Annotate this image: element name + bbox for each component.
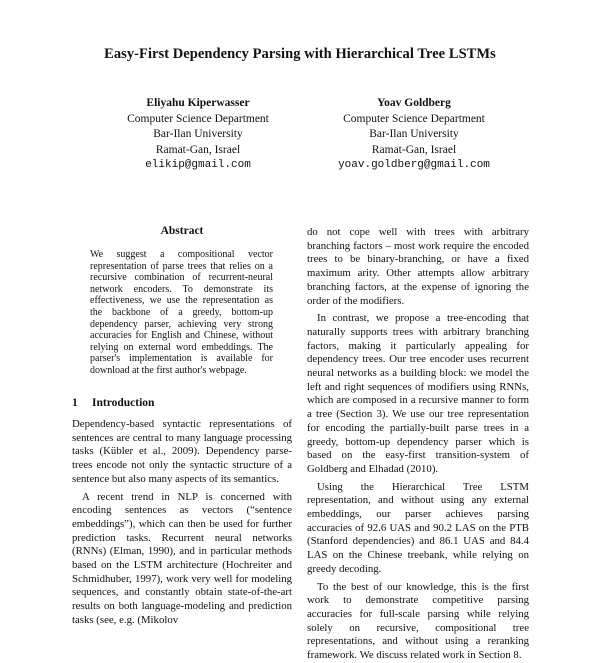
section-number: 1 — [72, 397, 78, 409]
author-department: Computer Science Department — [127, 112, 269, 125]
author-department: Computer Science Department — [343, 112, 485, 125]
author-name: Yoav Goldberg — [377, 97, 451, 109]
paragraph: do not cope well with trees with arbitrary branching factors – most work require the encoded trees to be binary-branching, or have a fixed maximum arity. Other attempts allow arbitrary branching factors, at the expense of ignoring the order of the modifiers. — [307, 226, 529, 307]
author-university: Bar-Ilan University — [369, 128, 459, 140]
paragraph: In contrast, we propose a tree-encoding that naturally supports trees with arbitrary branching factors, making it particularly appealing for dependency trees. Our tree encoder uses recurrent neural networks as a building block: we model the left and right sequences of modifiers using RNNs, which are composed in a recursive manner to form a tree (Section 3). We use our tree representation for encoding the partially-built parse trees in a greedy, bottom-up dependency parser which is based on the easy-first transition-system of Goldberg and Elhadad (2010). — [307, 312, 529, 475]
paragraph: Dependency-based syntactic representations of sentences are central to many language processing tasks (Kübler et al., 2009). Dependency parse-trees encode not only the syntactic structure of a sentence but also many aspects of its semantics. — [72, 418, 292, 485]
abstract-heading: Abstract — [160, 225, 204, 237]
author-block-2 — [294, 96, 534, 174]
abstract-text: We suggest a compositional vector representation of parse trees that relies on a recursive combination of recurrent-neural network encoders. To demonstrate its effectiveness, we use the representation as the backbone of a greedy, bottom-up dependency parser, achieving very strong accuracies for English and Chinese, without relying on external word embeddings. The parser's implementation is available for download at the first author's webpage. — [90, 249, 273, 376]
paragraph: A recent trend in NLP is concerned with encoding sentences as vectors (“sentence embeddings”), which can then be used for further prediction tasks. Recurrent neural networks (RNNs) (Elman, 1990), and in particular methods based on the LSTM architecture (Hochreiter and Schmidhuber, 1997), work very well for modeling sequences, and constantly obtain state-of-the-art results on both language-modeling and prediction tasks (see, e.g. (Mikolov — [72, 490, 292, 626]
author-location: Ramat-Gan, Israel — [371, 143, 457, 156]
paper-title: Easy-First Dependency Parsing with Hierarchical Tree LSTMs — [104, 46, 496, 62]
right-column-body — [307, 226, 529, 663]
author-location: Ramat-Gan, Israel — [155, 143, 241, 156]
left-column-body — [72, 418, 292, 628]
paragraph: To the best of our knowledge, this is the first work to demonstrate competitive parsing accuracies for full-scale parsing while relying solely on recursive, compositional tree representations, and without using a reranking framework. We discuss related work in Section 8. — [307, 580, 529, 662]
author-block-1 — [78, 96, 318, 174]
author-email: yoav.goldberg@gmail.com — [338, 159, 490, 171]
author-email: elikip@gmail.com — [145, 159, 251, 171]
author-name: Eliyahu Kiperwasser — [146, 97, 250, 109]
section-heading — [72, 397, 154, 409]
section-title: Introduction — [92, 397, 155, 409]
author-university: Bar-Ilan University — [153, 128, 243, 140]
paragraph: Using the Hierarchical Tree LSTM representation, and without using any external embeddings, our parser achieves parsing accuracies of 92.6 UAS and 90.2 LAS on the PTB (Stanford dependencies) and 86.1 UAS and 84.4 LAS on the Chinese treebank, while relying on greedy decoding. — [307, 480, 529, 575]
